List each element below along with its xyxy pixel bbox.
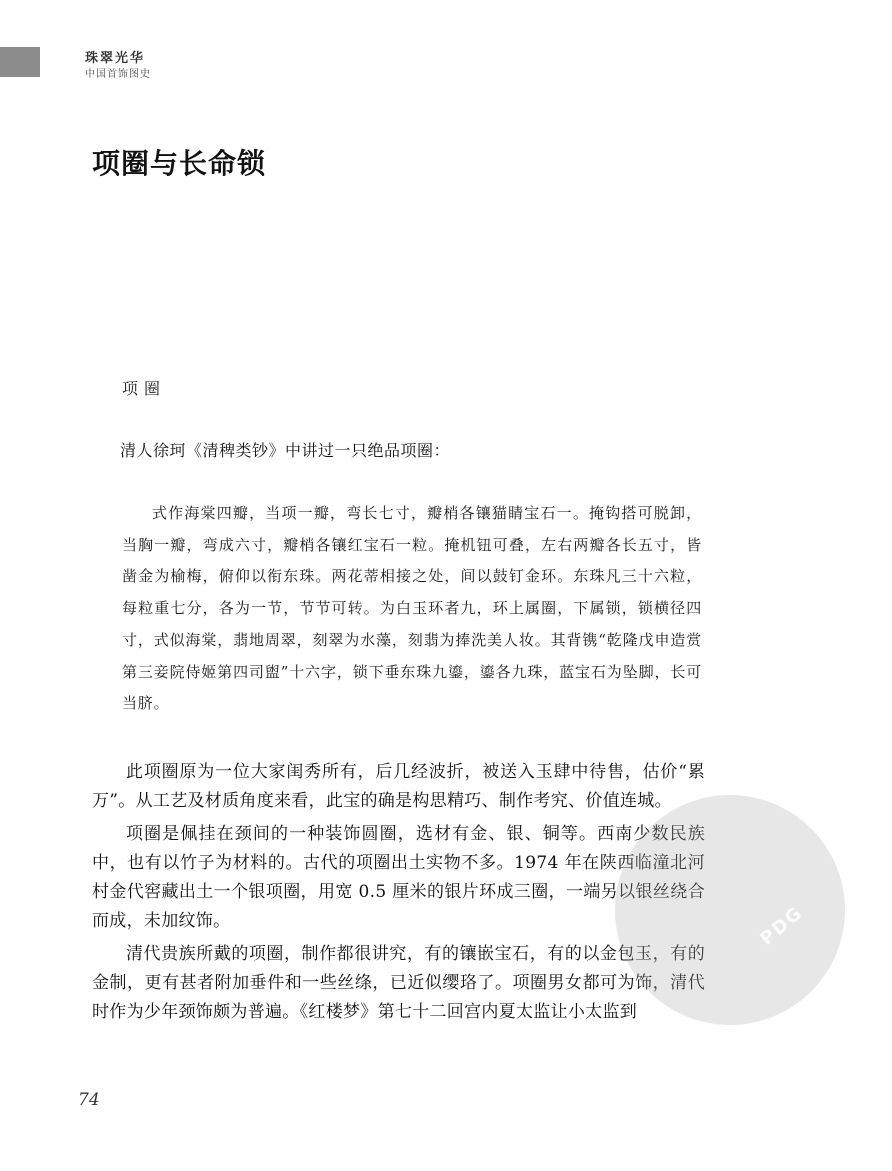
paragraph-1: 此项圈原为一位大家闺秀所有，后几经波折，被送入玉肆中待售，估价“累万”。从工艺及材质角度来看，此宝的确是构思精巧、制作考究、价值连城。 bbox=[92, 762, 705, 811]
page-number: 74 bbox=[78, 1090, 100, 1110]
body-text bbox=[92, 758, 705, 1031]
chapter-title: 项圈与长命锁 bbox=[92, 147, 267, 180]
intro-paragraph: 清人徐珂《清稗类钞》中讲过一只绝品项圈： bbox=[120, 441, 451, 460]
book-title: 珠翠光华 bbox=[85, 51, 146, 66]
quote-text: 式作海棠四瓣，当项一瓣，弯长七寸，瓣梢各镶猫睛宝石一。掩钩搭可脱卸，当胸一瓣，弯成六寸，瓣梢各镶红宝石一粒。掩机钮可叠，左右两瓣各长五寸，皆凿金为榆梅，俯仰以衔东珠。两花蒂相接之处，间以鼓钉金环。东珠凡三十六粒，每粒重七分，各为一节，节节可转。为白玉环者九，环上属圈，下属锁，锁横径四寸，式似海棠，翡地周翠，刻翠为水藻，刻翡为捧洗美人妆。其背镌“乾隆戊申造赏第三妾院侍姬第四司盥”十六字，锁下垂东珠九鎏，鎏各九珠，蓝宝石为坠脚，长可当脐。 bbox=[122, 504, 702, 713]
paragraph-3: 清代贵族所戴的项圈，制作都很讲究，有的镶嵌宝石，有的以金包玉，有的金制，更有甚者附加垂件和一些丝绦，已近似缨珞了。项圈男女都可为饰，清代时作为少年颈饰颇为普遍。《红楼梦》第七十二回宫内夏太监让小太监到 bbox=[92, 944, 705, 1022]
watermark-text: PDG bbox=[756, 902, 808, 950]
section-heading: 项圈 bbox=[122, 379, 167, 398]
header-bar bbox=[0, 47, 40, 77]
book-subtitle: 中国首饰图史 bbox=[85, 69, 151, 80]
paragraph-2: 项圈是佩挂在颈间的一种装饰圆圈，选材有金、银、铜等。西南少数民族中，也有以竹子为材料的。古代的项圈出土实物不多。1974 年在陕西临潼北河村金代窖藏出土一个银项圈，用宽 0.5 厘米的银片环成三圈，一端另以银丝绕合而成，未加纹饰。 bbox=[92, 824, 705, 931]
block-quote bbox=[122, 498, 702, 720]
